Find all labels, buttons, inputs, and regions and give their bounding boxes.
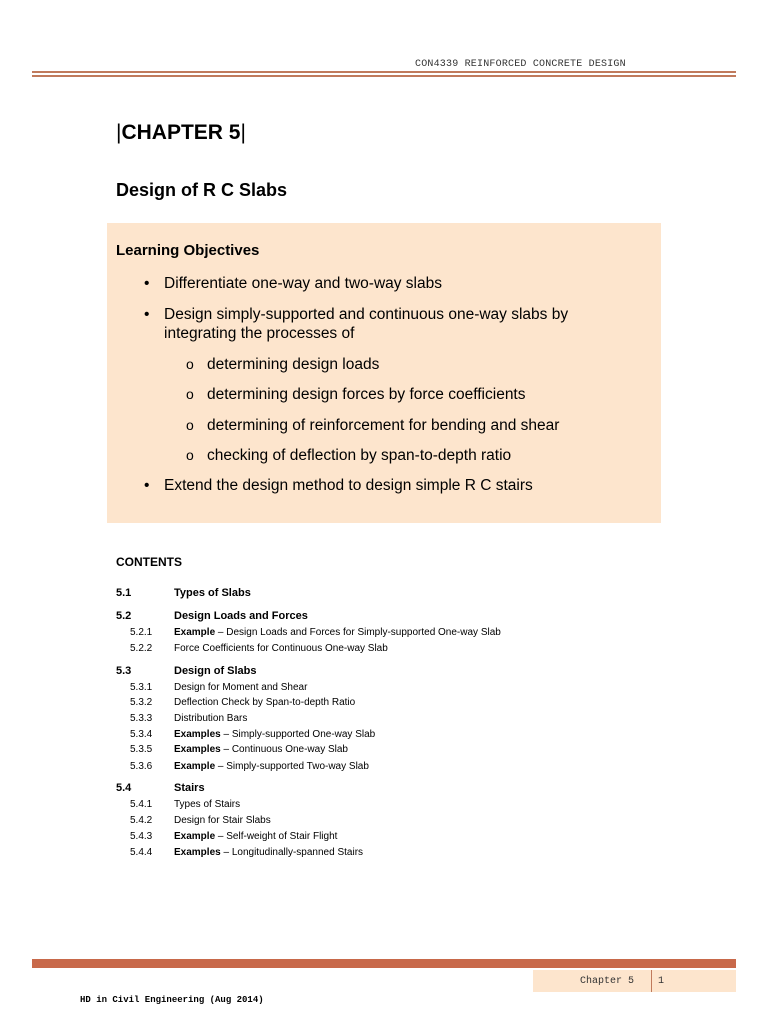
footer-band	[32, 959, 736, 968]
bullet-glyph: •	[144, 477, 150, 494]
toc-example-label: Examples	[174, 744, 221, 755]
toc-number: 5.4.1	[130, 799, 153, 810]
sub-bullet-glyph: o	[186, 447, 194, 463]
objective-item: Design simply-supported and continuous one-way slabs by integrating the processes of	[164, 306, 569, 342]
toc-example-label: Examples	[174, 847, 221, 858]
toc-number: 5.1	[116, 587, 132, 599]
toc-example-label: Example	[174, 831, 216, 842]
chapter-title-text: CHAPTER 5	[121, 121, 241, 144]
objective-item: Extend the design method to design simple R C stairs	[164, 477, 533, 494]
toc-number: 5.3.1	[130, 682, 153, 693]
toc-example-label: Examples	[174, 729, 221, 740]
footer-divider	[651, 970, 652, 992]
toc-title: Design for Moment and Shear	[174, 682, 308, 693]
toc-title-text: – Design Loads and Forces for Simply-supported One-way Slab	[215, 627, 501, 638]
toc-number: 5.3.3	[130, 713, 153, 724]
toc-number: 5.4.3	[130, 831, 153, 842]
toc-number: 5.3.5	[130, 744, 153, 755]
toc-title	[174, 729, 375, 740]
toc-title: Deflection Check by Span-to-depth Ratio	[174, 697, 356, 708]
toc-title-text: – Simply-supported Two-way Slab	[215, 761, 369, 772]
page-number: 1	[658, 976, 665, 987]
chapter-bar-left: |	[116, 121, 122, 144]
toc-title	[174, 761, 369, 772]
toc-title: Distribution Bars	[174, 713, 248, 724]
objective-sub-item: determining design loads	[207, 356, 380, 373]
toc-title-text: – Longitudinally-spanned Stairs	[220, 847, 364, 858]
contents-heading: CONTENTS	[116, 555, 182, 569]
toc-title: Stairs	[174, 782, 205, 794]
toc-number: 5.3.2	[130, 697, 153, 708]
toc-example-label: Example	[174, 627, 216, 638]
toc-number: 5.3.4	[130, 729, 153, 740]
objective-sub-item: checking of deflection by span-to-depth ratio	[207, 447, 512, 464]
header-rule-bottom	[32, 75, 736, 77]
toc-number: 5.4.2	[130, 815, 153, 826]
footer-box	[533, 970, 736, 992]
toc-number: 5.2	[116, 610, 132, 622]
toc-number: 5.4	[116, 782, 132, 794]
running-header: CON4339 REINFORCED CONCRETE DESIGN	[415, 59, 626, 70]
sub-bullet-glyph: o	[186, 386, 194, 402]
objectives-heading: Learning Objectives	[116, 242, 260, 259]
toc-title: Design Loads and Forces	[174, 610, 308, 622]
toc-title: Types of Slabs	[174, 587, 251, 599]
toc-title-text: – Self-weight of Stair Flight	[215, 831, 338, 842]
toc-title-text: – Continuous One-way Slab	[220, 744, 348, 755]
header-rule-top	[32, 71, 736, 73]
bullet-glyph: •	[144, 306, 150, 323]
toc-example-label: Example	[174, 761, 216, 772]
bullet-glyph: •	[144, 275, 150, 292]
footer-course-info: HD in Civil Engineering (Aug 2014)	[80, 995, 264, 1005]
objective-sub-item: determining design forces by force coefficients	[207, 386, 526, 403]
toc-title	[174, 627, 501, 638]
toc-number: 5.2.1	[130, 627, 153, 638]
toc-number: 5.3	[116, 665, 132, 677]
objective-sub-item: determining of reinforcement for bending and shear	[207, 417, 560, 434]
toc-title	[174, 744, 348, 755]
toc-title: Design of Slabs	[174, 665, 257, 677]
objective-item: Differentiate one-way and two-way slabs	[164, 275, 442, 292]
toc-number: 5.2.2	[130, 643, 153, 654]
toc-title: Types of Stairs	[174, 799, 241, 810]
toc-title: Design for Stair Slabs	[174, 815, 271, 826]
chapter-subtitle: Design of R C Slabs	[116, 180, 288, 200]
chapter-bar-right: |	[240, 121, 246, 144]
sub-bullet-glyph: o	[186, 417, 194, 433]
sub-bullet-glyph: o	[186, 356, 194, 372]
toc-title	[174, 847, 363, 858]
toc-number: 5.3.6	[130, 761, 153, 772]
footer-chapter-label: Chapter 5	[580, 976, 635, 987]
chapter-title	[116, 121, 246, 145]
toc-number: 5.4.4	[130, 847, 153, 858]
toc-title: Force Coefficients for Continuous One-way Slab	[174, 643, 388, 654]
toc-title-text: – Simply-supported One-way Slab	[220, 729, 376, 740]
toc-title	[174, 831, 337, 842]
